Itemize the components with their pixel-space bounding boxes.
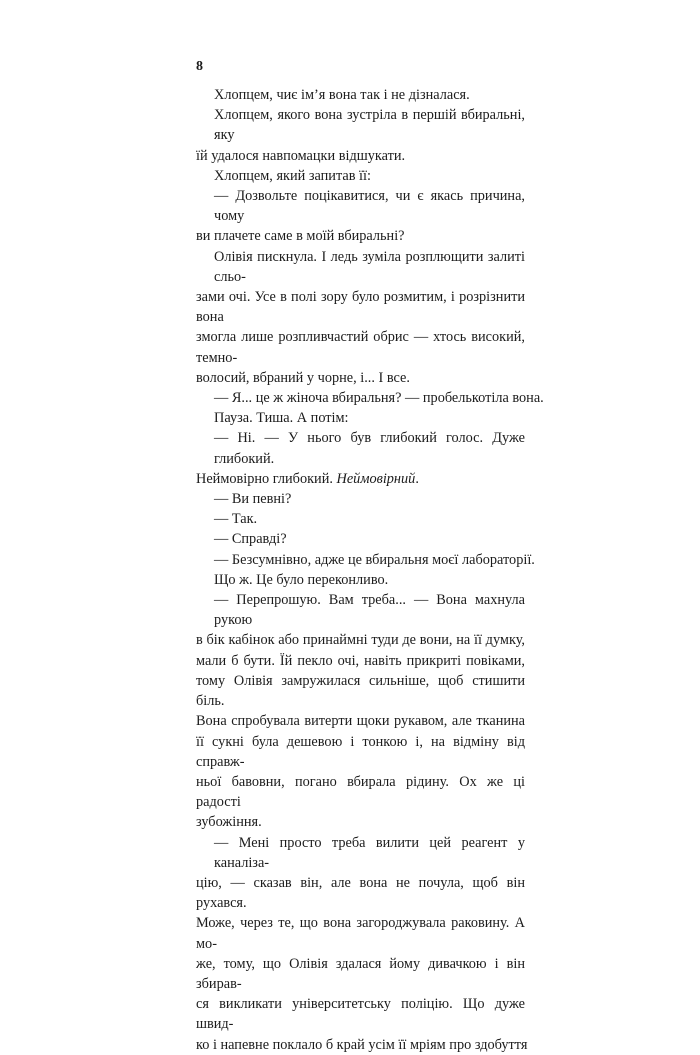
- paragraph: [196, 105, 525, 166]
- paragraph: [196, 388, 544, 408]
- text-line: цію, — сказав він, але вона не почула, щоб він рухався.: [196, 874, 525, 912]
- text-line: — Я... це ж жіноча вбиральня? — пробелькотіла вона.: [214, 390, 544, 407]
- paragraph: [196, 247, 525, 388]
- text-line: змогла лише розпливчастий обрис — хтось високий, темно-: [196, 329, 525, 366]
- text-line: — Так.: [214, 511, 258, 528]
- text-line: — Справді?: [214, 531, 287, 548]
- text-line: Що ж. Це було переконливо.: [214, 571, 389, 588]
- emphasis-text: Неймовірний: [336, 470, 416, 487]
- text-line: ви плачете саме в моїй вбиральні?: [196, 228, 405, 245]
- text-line: зубожіння.: [196, 814, 262, 831]
- text-line: волосий, вбраний у чорне, і... І все.: [196, 369, 410, 386]
- text-line: — Ні. — У нього був глибокий голос. Дуже глибокий.: [214, 430, 525, 467]
- text-line: Хлопцем, якого вона зустріла в першій вбиральні, яку: [214, 107, 525, 144]
- text-line: мали б бути. Їй пекло очі, навіть прикриті повіками,: [196, 652, 525, 669]
- text-line: Хлопцем, який запитав її:: [214, 167, 371, 184]
- text-line: Може, через те, що вона загороджувала раковину. А мо-: [196, 915, 525, 952]
- paragraph: [196, 570, 525, 590]
- page-number: 8: [196, 59, 203, 74]
- body-text: [196, 85, 544, 1055]
- paragraph: [196, 529, 525, 549]
- text-line: же, тому, що Олівія здалася йому дивачкою і він збирав-: [196, 955, 525, 992]
- text-line: — Дозвольте поцікавитися, чи є якась причина, чому: [214, 188, 525, 225]
- paragraph: [196, 833, 528, 1055]
- text-line: Пауза. Тиша. А потім:: [214, 410, 349, 427]
- text-line: зами очі. Усе в полі зору було розмитим, і розрізнити вона: [196, 289, 525, 326]
- text-line: Вона спробувала витерти щоки рукавом, але тканина: [196, 713, 525, 730]
- paragraph: [196, 489, 525, 509]
- paragraph: [196, 166, 525, 186]
- text-line: — Ви певні?: [214, 491, 292, 508]
- paragraph: [196, 408, 525, 428]
- paragraph: [196, 590, 525, 832]
- text-line: Олівія пискнула. І ледь зуміла розплющити залиті сльо-: [214, 248, 525, 285]
- text-line: ньої бавовни, погано вбирала рідину. Ох же ці радості: [196, 773, 525, 811]
- text-line: Неймовірно глибокий. Неймовірний.: [196, 470, 419, 487]
- text-line: в бік кабінок або принаймні туди де вони, на її думку,: [196, 632, 525, 649]
- text-line: їй удалося навпомацки відшукати.: [196, 147, 406, 164]
- paragraph: [196, 509, 525, 529]
- paragraph: [196, 550, 535, 570]
- paragraph: [196, 186, 525, 247]
- text-line: — Перепрошую. Вам треба... — Вона махнула рукою: [214, 592, 525, 629]
- text-line: Хлопцем, чиє ім’я вона так і не дізналася.: [214, 87, 470, 103]
- paragraph: [196, 85, 525, 105]
- paragraph: [196, 428, 525, 489]
- punctuation: .: [415, 470, 419, 487]
- text-line: її сукні була дешевою і тонкою і, на відміну від справж-: [196, 733, 525, 770]
- text-line: — Мені просто треба вилити цей реагент у каналіза-: [214, 834, 525, 871]
- text-line: ко і напевне поклало б край усім її мріям про здобуття: [196, 1036, 528, 1053]
- text-line: ся викликати університетську поліцію. Що дуже швид-: [196, 996, 525, 1033]
- text-line: тому Олівія замружилася сильніше, щоб стишити біль.: [196, 672, 525, 710]
- text-line: — Безсумнівно, адже це вбиральня моєї лабораторії.: [214, 551, 535, 568]
